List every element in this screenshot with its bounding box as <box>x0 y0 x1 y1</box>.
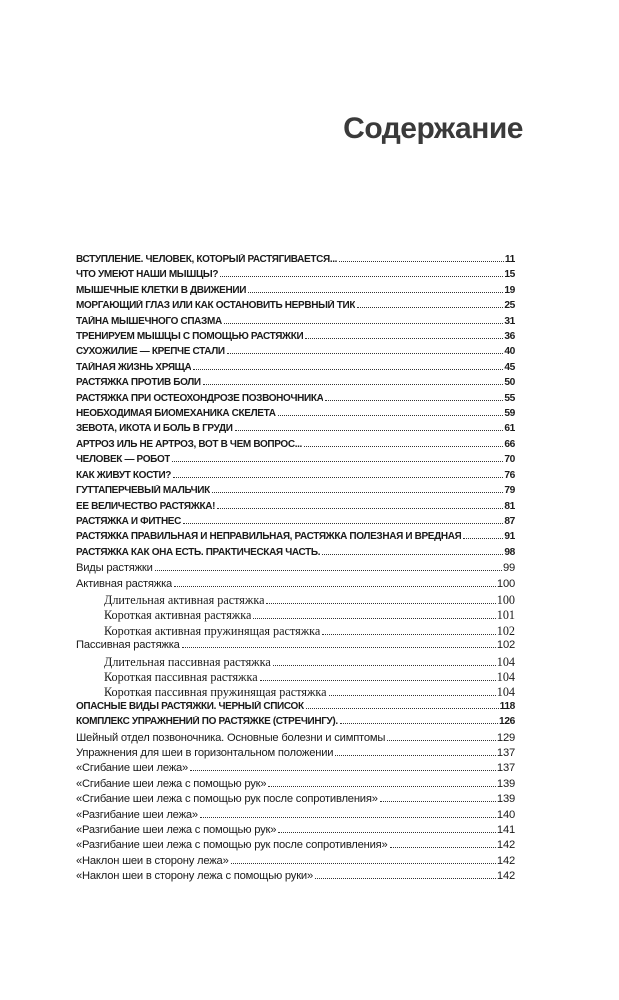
toc-entry-page: 87 <box>504 515 515 527</box>
toc-leader-dots <box>322 553 503 555</box>
toc-entry <box>76 377 515 392</box>
toc-entry <box>76 516 515 531</box>
toc-entry-page: 19 <box>504 284 515 296</box>
toc-entry <box>76 593 515 608</box>
toc-entry <box>76 285 515 300</box>
toc-leader-dots <box>212 491 503 493</box>
toc-entry <box>76 732 515 747</box>
toc-entry-page: 61 <box>504 423 515 435</box>
toc-leader-dots <box>335 754 496 756</box>
toc-entry-page: 66 <box>504 438 515 450</box>
toc-entry-page: 104 <box>496 669 515 684</box>
toc-entry <box>76 393 515 408</box>
toc-entry-title: Пассивная растяжка <box>76 639 180 652</box>
toc-entry-page: 118 <box>499 700 515 712</box>
toc-entry <box>76 762 515 777</box>
toc-leader-dots <box>325 399 503 401</box>
toc-leader-dots <box>203 383 504 385</box>
toc-entry <box>76 824 515 839</box>
toc-entry-title: «Разгибание шеи лежа с помощью рук» <box>76 824 277 837</box>
toc-leader-dots <box>268 785 496 787</box>
toc-entry-page: 129 <box>496 731 515 744</box>
toc-entry-title: ЧТО УМЕЮТ НАШИ МЫШЦЫ? <box>76 269 219 281</box>
toc-entry-page: 137 <box>496 762 515 775</box>
toc-entry-title: «Разгибание шеи лежа с помощью рук после сопротивления» <box>76 839 388 852</box>
toc-entry-page: 139 <box>496 777 515 790</box>
toc-entry-title: ВСТУПЛЕНИЕ. ЧЕЛОВЕК, КОТОРЫЙ РАСТЯГИВАЕТСЯ... <box>76 254 338 265</box>
toc-entry <box>76 670 515 685</box>
toc-entry-title: НЕОБХОДИМАЯ БИОМЕХАНИКА СКЕЛЕТА <box>76 408 276 420</box>
toc-entry-title: МОРГАЮЩИЙ ГЛАЗ ИЛИ КАК ОСТАНОВИТЬ НЕРВНЫЙ ТИК <box>76 300 356 312</box>
toc-entry-title: ТРЕНИРУЕМ МЫШЦЫ С ПОМОЩЬЮ РАСТЯЖКИ <box>76 331 304 343</box>
toc-entry-page: 31 <box>504 315 515 327</box>
toc-entry <box>76 346 515 361</box>
toc-entry-title: ТАЙНАЯ ЖИЗНЬ ХРЯЩА <box>76 361 192 373</box>
toc-entry-title: ЗЕВОТА, ИКОТА И БОЛЬ В ГРУДИ <box>76 423 233 435</box>
toc-leader-dots <box>329 694 496 696</box>
toc-leader-dots <box>172 460 503 462</box>
toc-leader-dots <box>174 585 496 587</box>
toc-leader-dots <box>224 322 504 324</box>
toc-entry <box>76 685 515 700</box>
toc-leader-dots <box>278 414 504 416</box>
toc-entry <box>76 562 515 577</box>
toc-entry-title: «Разгибание шеи лежа» <box>76 808 198 821</box>
toc-entry <box>76 547 515 562</box>
toc-entry <box>76 300 515 315</box>
toc-entry-page: 40 <box>504 346 515 358</box>
toc-entry-title: АРТРОЗ ИЛЬ НЕ АРТРОЗ, ВОТ В ЧЕМ ВОПРОС... <box>76 438 302 450</box>
toc-leader-dots <box>380 800 496 802</box>
toc-leader-dots <box>304 445 503 447</box>
toc-entry-page: 102 <box>496 623 515 638</box>
toc-leader-dots <box>315 877 496 879</box>
toc-leader-dots <box>305 337 503 339</box>
toc-leader-dots <box>248 291 503 293</box>
toc-entry-page: 15 <box>504 269 515 281</box>
toc-entry <box>76 501 515 516</box>
toc-leader-dots <box>278 831 496 833</box>
toc-entry-title: Виды растяжки <box>76 562 153 575</box>
toc-entry <box>76 254 515 269</box>
toc-entry-page: 104 <box>496 654 515 669</box>
toc-entry-page: 79 <box>504 485 515 497</box>
toc-entry-title: «Сгибание шеи лежа» <box>76 762 189 775</box>
toc-entry-title: КОМПЛЕКС УПРАЖНЕНИЙ ПО РАСТЯЖКЕ (СТРЕЧИНГУ). <box>76 716 338 728</box>
toc-leader-dots <box>217 507 503 509</box>
toc-leader-dots <box>390 846 496 848</box>
toc-entry-page: 45 <box>504 361 515 373</box>
toc-entry <box>76 454 515 469</box>
toc-entry <box>76 778 515 793</box>
toc-entry <box>76 269 515 284</box>
toc-entry <box>76 423 515 438</box>
toc-entry-title: Длительная пассивная растяжка <box>104 654 271 669</box>
toc-entry-page: 100 <box>496 592 515 607</box>
toc-entry <box>76 439 515 454</box>
toc-entry-title: РАСТЯЖКА КАК ОНА ЕСТЬ. ПРАКТИЧЕСКАЯ ЧАСТЬ. <box>76 546 321 558</box>
toc-entry <box>76 639 515 654</box>
toc-leader-dots <box>200 816 496 818</box>
toc-entry-title: Короткая активная растяжка <box>104 608 252 623</box>
toc-entry <box>76 655 515 670</box>
toc-entry-page: 59 <box>504 408 515 420</box>
toc-leader-dots <box>182 646 496 648</box>
toc-entry-page: 142 <box>496 854 515 867</box>
toc-entry-title: «Сгибание шеи лежа с помощью рук после сопротивления» <box>76 793 378 806</box>
toc-entry-title: Короткая пассивная пружинящая растяжка <box>104 685 327 700</box>
toc-entry-title: РАСТЯЖКА ПРАВИЛЬНАЯ И НЕПРАВИЛЬНАЯ, РАСТЯЖКА ПОЛЕЗНАЯ И ВРЕДНАЯ <box>76 531 462 543</box>
toc-entry <box>76 531 515 546</box>
toc-leader-dots <box>227 352 504 354</box>
toc-entry-title: ОПАСНЫЕ ВИДЫ РАСТЯЖКИ. ЧЕРНЫЙ СПИСОК <box>76 700 304 712</box>
toc-entry-page: 101 <box>496 608 515 623</box>
toc-entry <box>76 839 515 854</box>
toc-entry <box>76 362 515 377</box>
toc-entry <box>76 578 515 593</box>
page-title: Содержание <box>343 112 523 145</box>
toc-leader-dots <box>357 306 503 308</box>
toc-entry <box>76 747 515 762</box>
toc-entry-title: Длительная активная растяжка <box>104 592 265 607</box>
toc-entry <box>76 331 515 346</box>
toc-entry <box>76 408 515 423</box>
toc-entry-page: 98 <box>504 546 515 558</box>
toc-entry-title: ЕЕ ВЕЛИЧЕСТВО РАСТЯЖКА! <box>76 500 216 512</box>
toc-entry-page: 25 <box>504 300 515 312</box>
toc-entry <box>76 809 515 824</box>
toc-entry-page: 139 <box>496 793 515 806</box>
toc-entry-page: 36 <box>504 331 515 343</box>
toc-entry <box>76 316 515 331</box>
table-of-contents <box>76 254 515 886</box>
toc-entry <box>76 855 515 870</box>
toc-entry-title: ТАЙНА МЫШЕЧНОГО СПАЗМА <box>76 315 222 327</box>
toc-leader-dots <box>273 664 496 666</box>
toc-entry <box>76 485 515 500</box>
toc-entry <box>76 870 515 885</box>
toc-leader-dots <box>183 522 503 524</box>
toc-entry-page: 81 <box>504 500 515 512</box>
toc-leader-dots <box>339 260 504 262</box>
toc-entry-title: «Наклон шеи в сторону лежа с помощью руки» <box>76 870 313 883</box>
toc-entry-page: 99 <box>502 562 515 575</box>
toc-entry-title: МЫШЕЧНЫЕ КЛЕТКИ В ДВИЖЕНИИ <box>76 284 247 296</box>
toc-leader-dots <box>155 569 502 571</box>
toc-entry-page: 126 <box>499 716 515 728</box>
toc-leader-dots <box>322 633 495 635</box>
toc-entry-title: ГУТТАПЕРЧЕВЫЙ МАЛЬЧИК <box>76 485 210 497</box>
toc-leader-dots <box>220 275 503 277</box>
toc-leader-dots <box>463 537 503 539</box>
toc-entry-page: 76 <box>504 469 515 481</box>
toc-entry <box>76 608 515 623</box>
toc-leader-dots <box>306 707 499 709</box>
toc-entry <box>76 624 515 639</box>
toc-entry-page: 141 <box>496 824 515 837</box>
toc-entry-page: 137 <box>496 747 515 759</box>
toc-leader-dots <box>190 769 496 771</box>
toc-entry <box>76 716 515 731</box>
toc-entry-title: «Сгибание шеи лежа с помощью рук» <box>76 777 267 790</box>
toc-leader-dots <box>173 476 503 478</box>
toc-entry-page: 50 <box>504 377 515 389</box>
toc-leader-dots <box>266 602 495 604</box>
toc-entry-page: 100 <box>496 577 515 590</box>
toc-entry-title: РАСТЯЖКА ПРОТИВ БОЛИ <box>76 377 201 389</box>
toc-entry-page: 102 <box>496 639 515 652</box>
toc-entry-page: 55 <box>504 392 515 404</box>
toc-entry-page: 142 <box>496 839 515 852</box>
toc-entry <box>76 470 515 485</box>
toc-leader-dots <box>193 368 503 370</box>
toc-leader-dots <box>231 862 496 864</box>
toc-entry-page: 70 <box>504 454 515 466</box>
toc-entry <box>76 793 515 808</box>
toc-entry-title: Короткая пассивная растяжка <box>104 669 258 684</box>
toc-entry-page: 11 <box>504 254 515 265</box>
toc-entry-title: Упражнения для шеи в горизонтальном положении <box>76 747 334 759</box>
toc-entry-title: Активная растяжка <box>76 577 173 590</box>
toc-entry-title: СУХОЖИЛИЕ — КРЕПЧЕ СТАЛИ <box>76 346 225 358</box>
toc-entry <box>76 701 515 716</box>
toc-leader-dots <box>235 429 504 431</box>
toc-entry-title: «Наклон шеи в сторону лежа» <box>76 854 229 867</box>
toc-leader-dots <box>253 617 495 619</box>
toc-entry-page: 91 <box>504 531 515 543</box>
toc-entry-title: КАК ЖИВУТ КОСТИ? <box>76 469 172 481</box>
toc-entry-page: 104 <box>496 685 515 700</box>
toc-entry-page: 142 <box>496 870 515 883</box>
toc-entry-title: ЧЕЛОВЕК — РОБОТ <box>76 454 171 466</box>
toc-entry-title: Короткая активная пружинящая растяжка <box>104 623 321 638</box>
toc-leader-dots <box>260 679 496 681</box>
toc-entry-title: РАСТЯЖКА ПРИ ОСТЕОХОНДРОЗЕ ПОЗВОНОЧНИКА <box>76 392 324 404</box>
toc-entry-title: Шейный отдел позвоночника. Основные болезни и симптомы <box>76 731 386 744</box>
toc-leader-dots <box>340 722 498 724</box>
toc-entry-title: РАСТЯЖКА И ФИТНЕС <box>76 515 182 527</box>
toc-leader-dots <box>387 739 496 741</box>
toc-entry-page: 140 <box>496 808 515 821</box>
